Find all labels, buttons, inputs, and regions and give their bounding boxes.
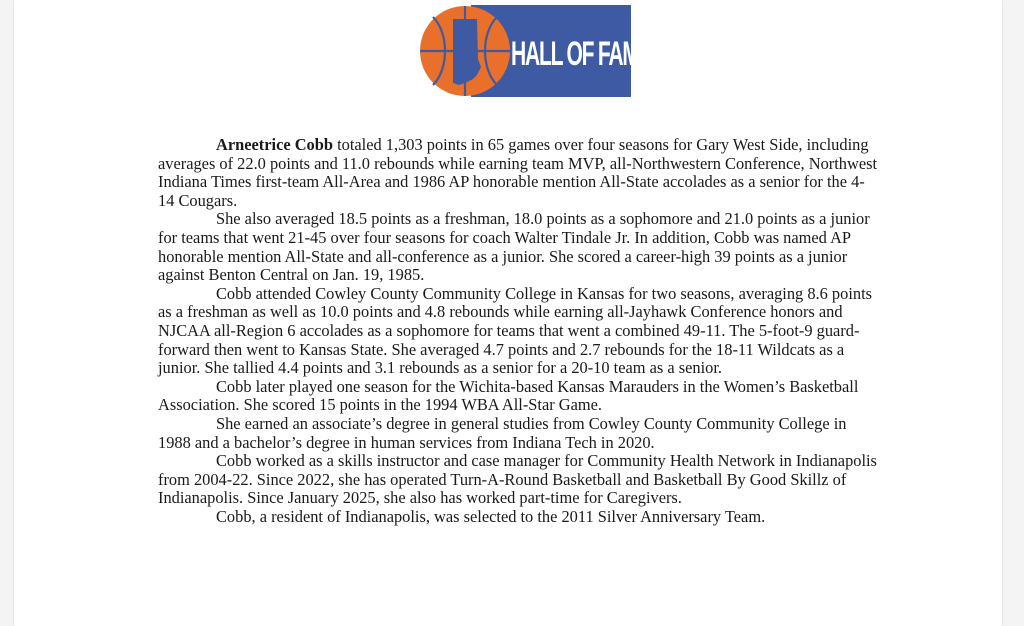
biography-text [158, 136, 880, 526]
logo-text: HALL OF FAME [511, 35, 652, 73]
inductee-name: Arneetrice Cobb [216, 135, 333, 154]
paragraph-5: She earned an associate’s degree in general studies from Cowley County Community College in 1988 and a bachelor’s degree in human services from Indiana Tech in 2020. [158, 413, 847, 452]
basketball-indiana-icon [419, 5, 511, 97]
hall-of-fame-logo [419, 5, 652, 97]
paragraph-7: Cobb, a resident of Indianapolis, was selected to the 2011 Silver Anniversary Team. [216, 506, 766, 526]
paragraph-2: She also averaged 18.5 points as a freshman, 18.0 points as a sophomore and 21.0 points as a junior for teams that went 21-45 over four seasons for coach Walter Tindale Jr. In addition, Cobb was named AP honorable mention All-State and all-conference as a junior. She scored a career-high 39 points as a junior against Benton Central on Jan. 19, 1985. [158, 209, 870, 285]
document-page [14, 0, 1002, 626]
paragraph-6: Cobb worked as a skills instructor and case manager for Community Health Network in Indianapolis from 2004-22. Since 2022, she has operated Turn-A-Round Basketball and Basketball By Good Skillz of Indianapolis. Since January 2025, she also has worked part-time for Caregivers. [158, 451, 877, 508]
paragraph-4: Cobb later played one season for the Wichita-based Kansas Marauders in the Women’s Basketball Association. She scored 15 points in the 1994 WBA All-Star Game. [158, 376, 859, 415]
paragraph-1-text: totaled 1,303 points in 65 games over four seasons for Gary West Side, including averages of 22.0 points and 11.0 rebounds while earning team MVP, all-Northwestern Conference, Northwest Indiana Times first-team All-Area and 1986 AP honorable mention All-State accolades as a senior for the 4-14 Cougars. [158, 135, 878, 210]
paragraph-3: Cobb attended Cowley County Community College in Kansas for two seasons, averaging 8.6 points as a freshman as well as 10.0 points and 4.8 rebounds while earning all-Jayhawk Conference honors and NJCAA all-Region 6 accolades as a sophomore for teams that went a combined 49-11. The 5-foot-9 guard-forward then went to Kansas State. She averaged 4.7 points and 2.7 rebounds for the 18-11 Wildcats as a junior. She tallied 4.4 points and 3.1 rebounds as a senior for a 20-10 team as a senior. [158, 283, 873, 378]
paragraph-1 [158, 136, 880, 210]
